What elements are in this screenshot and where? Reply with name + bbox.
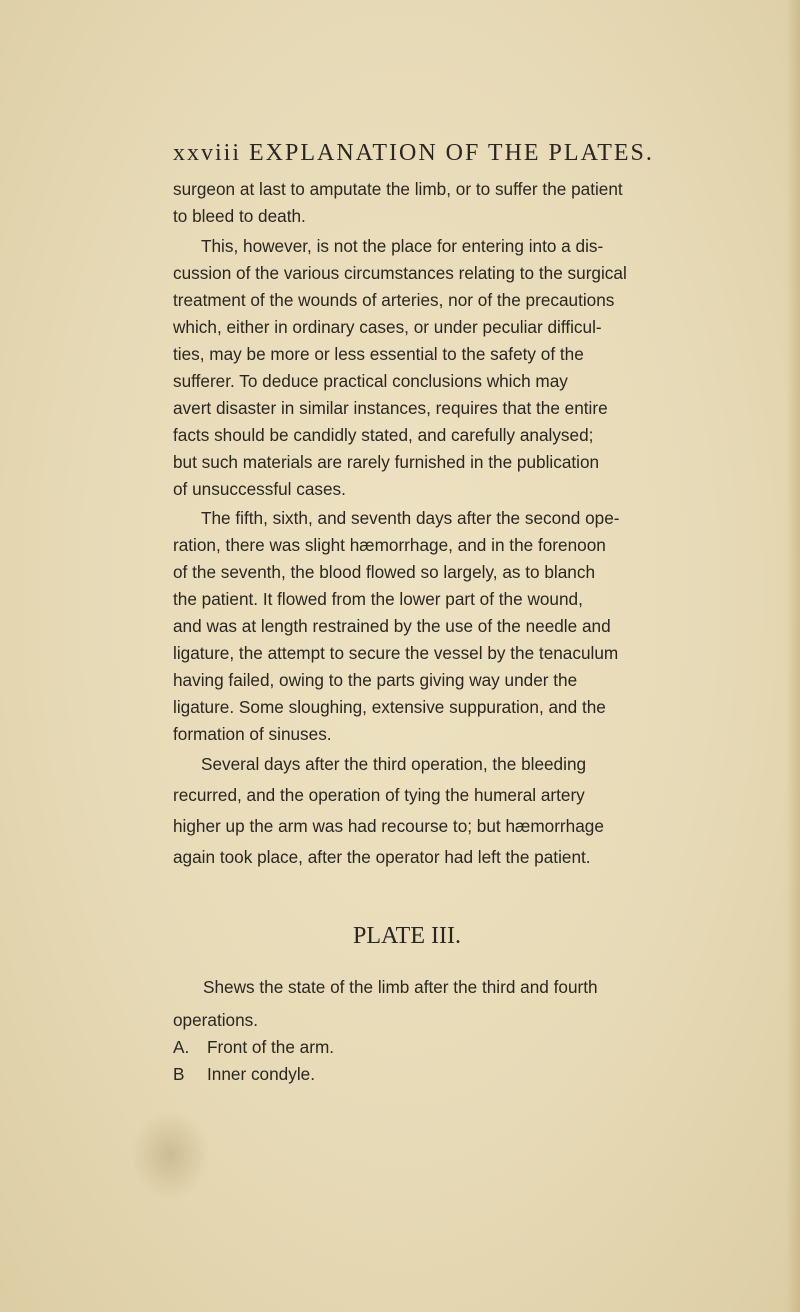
paragraph-start-line: The fifth, sixth, and seventh days after the second ope- bbox=[201, 508, 620, 528]
body-line: ration, there was slight hæmorrhage, and in the forenoon bbox=[173, 535, 606, 555]
body-line: formation of sinuses. bbox=[173, 724, 332, 744]
legend-label: A. bbox=[173, 1037, 190, 1057]
body-line: again took place, after the operator had left the patient. bbox=[173, 847, 591, 867]
body-line: sufferer. To deduce practical conclusions which may bbox=[173, 371, 568, 391]
plate-legend-item bbox=[173, 1062, 653, 1086]
plate-legend-item bbox=[173, 1035, 653, 1059]
body-line: but such materials are rarely furnished in the publication bbox=[173, 452, 600, 472]
paragraph-start-line: This, however, is not the place for entering into a dis- bbox=[201, 236, 604, 256]
body-line: having failed, owing to the parts giving way under the bbox=[173, 670, 578, 690]
body-line: to bleed to death. bbox=[173, 206, 306, 226]
plate-description-line: Shews the state of the limb after the third and fourth bbox=[203, 977, 598, 997]
legend-label: B bbox=[173, 1064, 185, 1084]
plate-description-line: operations. bbox=[173, 1010, 259, 1030]
body-line: cussion of the various circumstances relating to the surgical bbox=[173, 263, 627, 283]
body-line: ligature, the attempt to secure the vessel by the tenaculum bbox=[173, 643, 619, 663]
paper-stain bbox=[130, 1110, 210, 1200]
body-line: higher up the arm was had recourse to; but hæmorrhage bbox=[173, 816, 604, 836]
body-line: recurred, and the operation of tying the humeral artery bbox=[173, 785, 585, 805]
body-line: surgeon at last to amputate the limb, or to suffer the patient bbox=[173, 179, 623, 199]
body-line: which, either in ordinary cases, or under peculiar difficul- bbox=[173, 317, 602, 337]
plate-title: PLATE III. bbox=[353, 923, 461, 949]
body-line: facts should be candidly stated, and carefully analysed; bbox=[173, 425, 594, 445]
body-line: ties, may be more or less essential to the safety of the bbox=[173, 344, 584, 364]
running-header: xxviii EXPLANATION OF THE PLATES. bbox=[173, 140, 654, 166]
body-line: of the seventh, the blood flowed so largely, as to blanch bbox=[173, 562, 595, 582]
body-line: of unsuccessful cases. bbox=[173, 479, 346, 499]
body-line: ligature. Some sloughing, extensive suppuration, and the bbox=[173, 697, 606, 717]
paragraph-start-line: Several days after the third operation, the bleeding bbox=[201, 754, 587, 774]
legend-text: Inner condyle. bbox=[207, 1064, 315, 1084]
legend-text: Front of the arm. bbox=[207, 1037, 335, 1057]
body-line: avert disaster in similar instances, requires that the entire bbox=[173, 398, 608, 418]
body-line: the patient. It flowed from the lower part of the wound, bbox=[173, 589, 583, 609]
body-line: and was at length restrained by the use of the needle and bbox=[173, 616, 611, 636]
page-edge-shadow bbox=[786, 0, 800, 1312]
body-line: treatment of the wounds of arteries, nor of the precautions bbox=[173, 290, 615, 310]
